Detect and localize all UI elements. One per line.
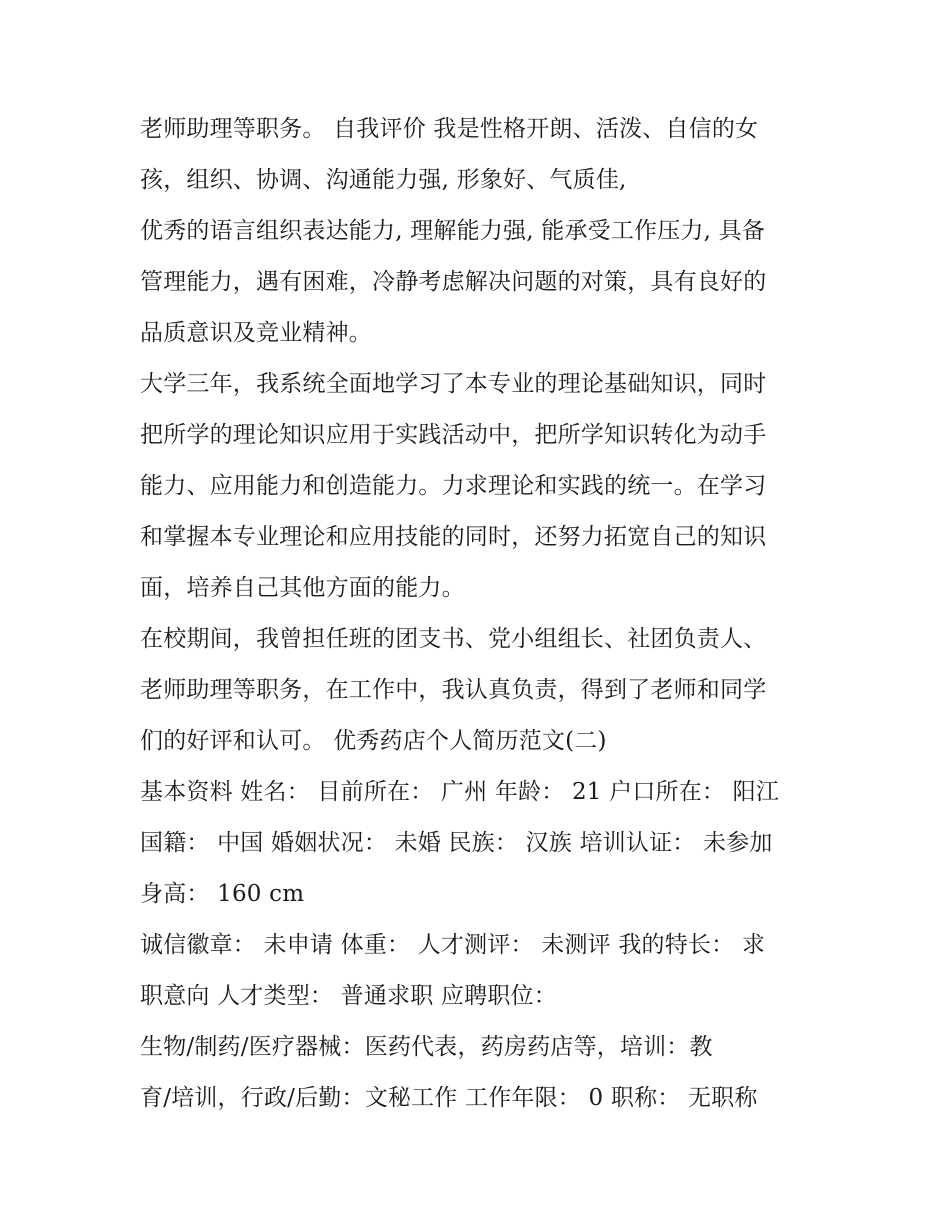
text-line: 生物/制药/医疗器械：医药代表，药房药店等，培训：教 bbox=[140, 1034, 713, 1060]
text-line: 优秀的语言组织表达能力, 理解能力强, 能承受工作压力, 具备 bbox=[140, 218, 766, 244]
text-line: 能力、应用能力和创造能力。力求理论和实践的统一。在学习 bbox=[140, 473, 767, 499]
text-line: 老师助理等职务。 自我评价 我是性格开朗、活泼、自信的女 bbox=[140, 116, 759, 142]
text-line: 诚信徽章： 未申请 体重： 人才测评： 未测评 我的特长： 求 bbox=[140, 932, 766, 958]
text-line: 大学三年，我系统全面地学习了本专业的理论基础知识，同时 bbox=[140, 371, 767, 397]
text-line: 身高： 160 cm bbox=[140, 881, 305, 907]
text-line: 国籍： 中国 婚姻状况： 未婚 民族： 汉族 培训认证： 未参加 bbox=[140, 830, 773, 856]
text-line: 在校期间，我曾担任班的团支书、党小组组长、社团负责人、 bbox=[140, 626, 767, 652]
text-line: 品质意识及竞业精神。 bbox=[140, 320, 372, 346]
text-line: 们的好评和认可。 优秀药店个人简历范文(二) bbox=[140, 728, 607, 754]
document-body bbox=[140, 104, 830, 1124]
text-line: 管理能力，遇有困难，冷静考虑解决问题的对策，具有良好的 bbox=[140, 269, 767, 295]
text-line: 基本资料 姓名： 目前所在： 广州 年龄： 21 户口所在： 阳江 bbox=[140, 779, 780, 805]
text-line: 把所学的理论知识应用于实践活动中，把所学知识转化为动手 bbox=[140, 422, 767, 448]
text-line: 老师助理等职务，在工作中，我认真负责，得到了老师和同学 bbox=[140, 677, 767, 703]
text-line: 和掌握本专业理论和应用技能的同时，还努力拓宽自己的知识 bbox=[140, 524, 767, 550]
text-line: 育/培训，行政/后勤：文秘工作 工作年限： 0 职称： 无职称 bbox=[140, 1085, 758, 1111]
text-line: 面，培养自己其他方面的能力。 bbox=[140, 575, 465, 601]
text-line: 职意向 人才类型： 普通求职 应聘职位： bbox=[140, 983, 557, 1009]
text-line: 孩，组织、协调、沟通能力强, 形象好、气质佳, bbox=[140, 167, 627, 193]
